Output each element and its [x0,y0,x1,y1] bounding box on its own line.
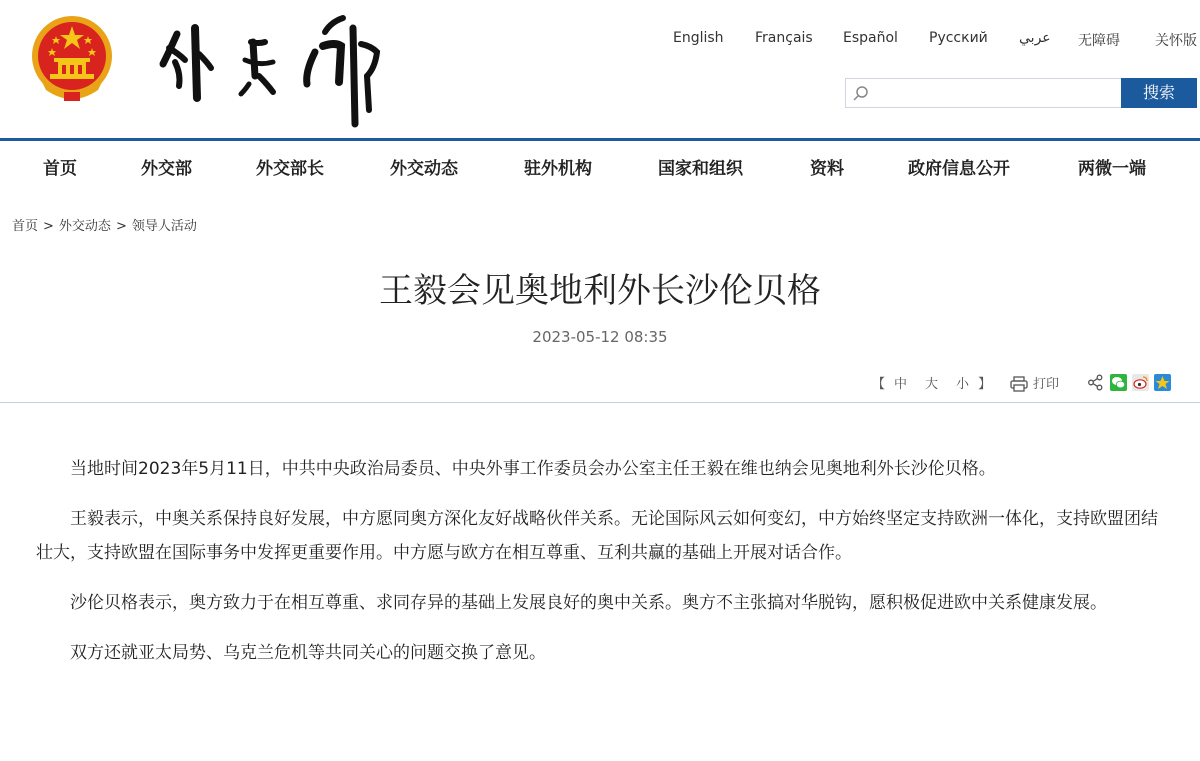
qzone-icon[interactable] [1154,374,1171,391]
nav-item-social-media[interactable]: 两微一端 [1078,159,1146,179]
breadcrumb [12,215,197,234]
language-bar [0,30,1200,50]
nav-item-ministry[interactable]: 外交部 [141,159,192,179]
elderly-care-version-link[interactable]: 关怀版 [1155,33,1197,49]
nav-item-government-info[interactable]: 政府信息公开 [908,159,1010,179]
nav-item-diplomatic-news[interactable]: 外交动态 [390,159,458,179]
search-icon [852,85,870,103]
lang-arabic-link[interactable]: عربي [1019,30,1051,46]
font-size-medium-button[interactable]: 中 [894,377,908,392]
content-divider [0,402,1200,403]
lang-russian-link[interactable]: Русский [929,30,988,46]
nav-item-resources[interactable]: 资料 [810,159,844,179]
lang-english-link[interactable]: English [673,30,724,46]
search-box [845,78,1122,108]
font-size-bracket-open: 【 [872,377,886,392]
print-icon [1010,376,1028,392]
site-header [0,0,1200,138]
main-nav [0,141,1200,191]
article-paragraph: 双方还就亚太局势、乌克兰危机等共同关心的问题交换了意见。 [70,643,546,663]
breadcrumb-separator: > [115,219,127,234]
article-paragraph: 沙伦贝格表示，奥方致力于在相互尊重、求同存异的基础上发展良好的奥中关系。奥方不主张搞对华脱钩，愿积极促进欧中关系健康发展。 [70,593,1107,613]
breadcrumb-separator: > [43,219,54,234]
article-title: 王毅会见奥地利外长沙伦贝格 [379,271,821,311]
lang-french-link[interactable]: Français [755,30,813,46]
breadcrumb-leaders-activities-link[interactable]: 领导人活动 [131,219,197,234]
accessibility-link[interactable]: 无障碍 [1078,33,1120,49]
article-body [36,452,1160,686]
search-input[interactable] [876,79,1116,107]
search-button[interactable]: 搜索 [1121,78,1197,108]
font-size-large-button[interactable]: 大 [925,377,939,392]
article-paragraph: 当地时间2023年5月11日，中共中央政治局委员、中央外事工作委员会办公室主任王毅在维也纳会见奥地利外长沙伦贝格。 [70,459,996,479]
font-size-bracket-close: 】 [978,377,992,392]
nav-item-missions-abroad[interactable]: 驻外机构 [524,159,592,179]
font-size-small-button[interactable]: 小 [956,377,970,392]
breadcrumb-home-link[interactable]: 首页 [12,219,39,234]
print-label: 打印 [1033,377,1060,392]
nav-item-countries-organizations[interactable]: 国家和组织 [658,159,743,179]
lang-spanish-link[interactable]: Español [843,30,898,46]
article-date: 2023-05-12 08:35 [532,328,668,346]
article-tools [0,373,1200,393]
national-emblem-icon[interactable] [28,12,116,104]
share-icon[interactable] [1087,374,1104,391]
weibo-icon[interactable] [1132,374,1149,391]
wechat-icon[interactable] [1110,374,1127,391]
print-button[interactable] [1010,373,1059,392]
nav-item-home[interactable]: 首页 [43,159,77,179]
article-paragraph: 王毅表示，中奥关系保持良好发展，中方愿同奥方深化友好战略伙伴关系。无论国际风云如何变幻，中方始终坚定支持欧洲一体化，支持欧盟团结壮大，支持欧盟在国际事务中发挥更重要作用。中方愿与欧方在相互尊重、互利共赢的基础上开展对话合作。 [36,509,1158,563]
nav-item-minister[interactable]: 外交部长 [256,159,324,179]
breadcrumb-diplomatic-news-link[interactable]: 外交动态 [58,219,111,234]
font-size-control [872,373,991,392]
